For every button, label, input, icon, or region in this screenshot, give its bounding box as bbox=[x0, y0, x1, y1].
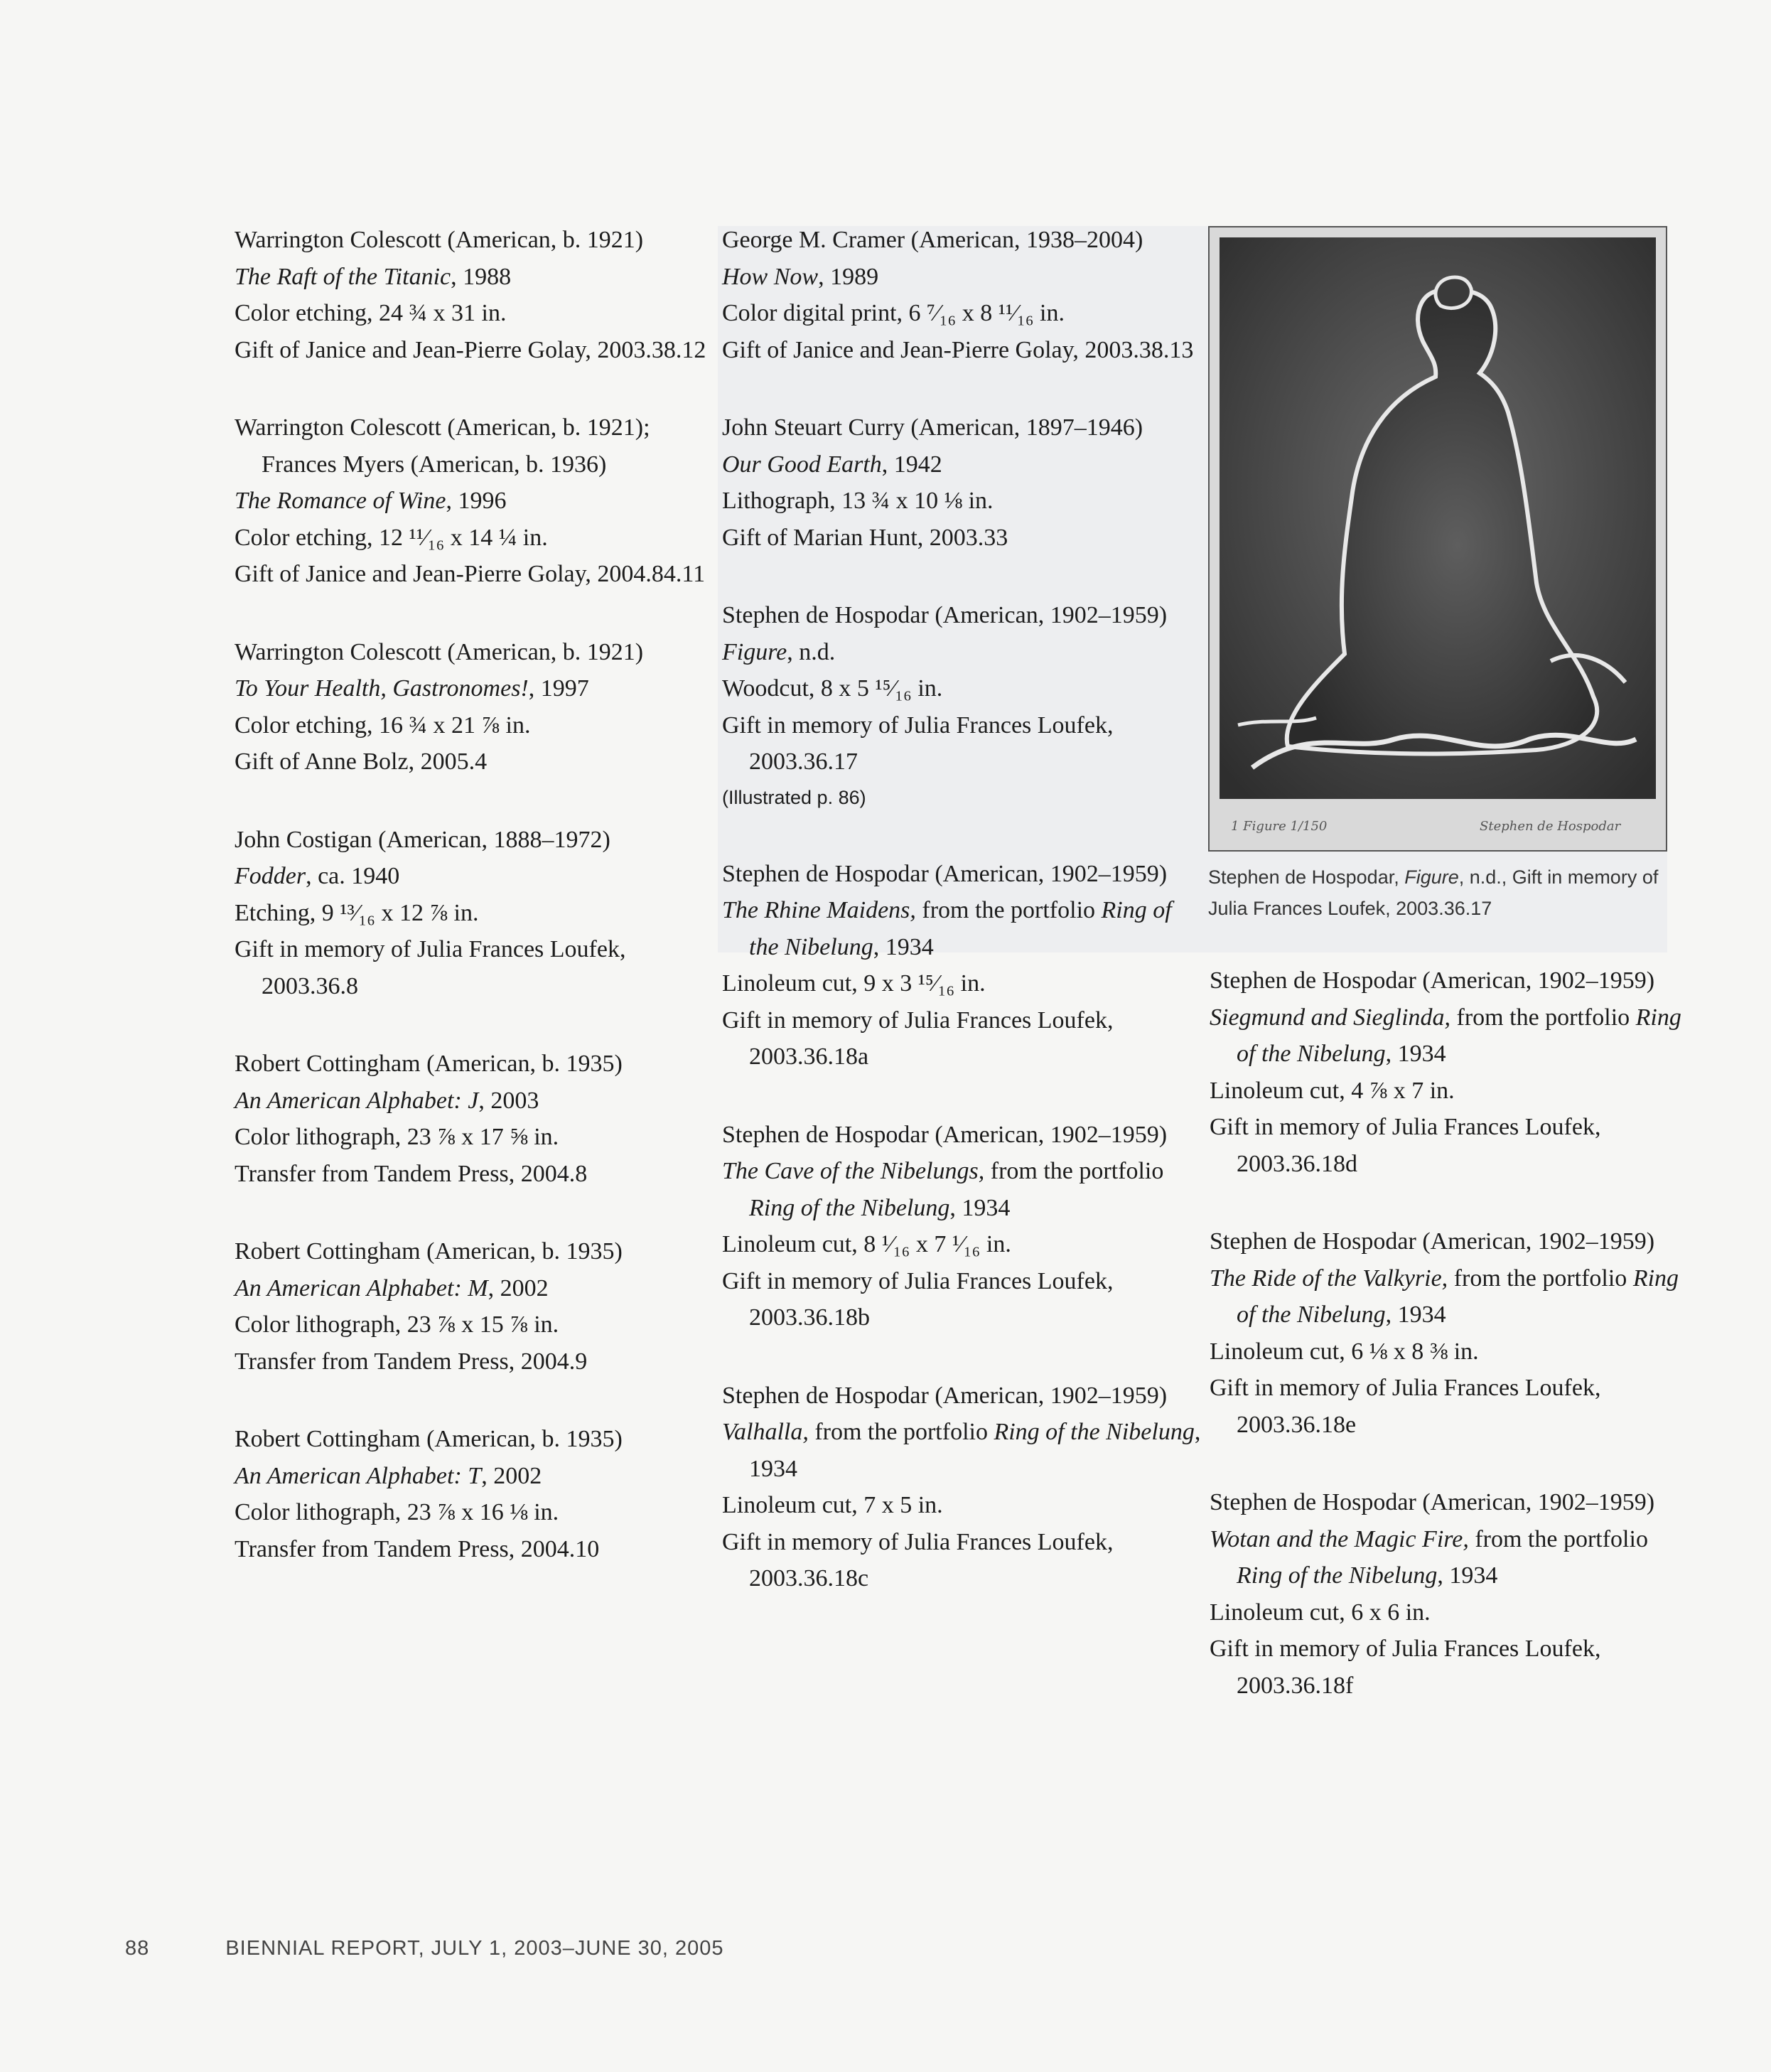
medium-line: Etching, 9 ¹³⁄₁₆ x 12 ⅞ in. bbox=[235, 899, 479, 926]
catalog-entry bbox=[722, 597, 1205, 815]
artwork-title: Valhalla, bbox=[722, 1419, 809, 1445]
medium-line: Woodcut, 8 x 5 ¹⁵⁄₁₆ in. bbox=[722, 675, 943, 702]
catalog-entry bbox=[1210, 1223, 1693, 1443]
credit-line: Gift in memory of Julia Frances Loufek, 2003.36.18b bbox=[722, 1267, 1114, 1331]
figure-illustration bbox=[1208, 226, 1667, 924]
figure-caption bbox=[1208, 861, 1667, 924]
title-suffix: , 1997 bbox=[528, 675, 589, 702]
artist-line: John Steuart Curry (American, 1897–1946) bbox=[722, 414, 1143, 441]
woodcut-figure-image bbox=[1208, 226, 1667, 852]
catalog-entry bbox=[235, 634, 718, 780]
title-suffix: from the portfolio bbox=[1468, 1525, 1648, 1552]
artist-line: Warrington Colescott (American, b. 1921); Frances Myers (American, b. 1936) bbox=[235, 414, 650, 478]
title-suffix: , ca. 1940 bbox=[306, 863, 400, 889]
credit-line: Gift in memory of Julia Frances Loufek, 2003.36.18d bbox=[1210, 1114, 1601, 1177]
caption-title: Figure bbox=[1404, 866, 1459, 888]
artwork-title: Wotan and the Magic Fire, bbox=[1210, 1525, 1469, 1552]
medium-line: Color etching, 24 ¾ x 31 in. bbox=[235, 300, 507, 326]
title-line bbox=[722, 1414, 1205, 1487]
catalog-entry bbox=[722, 409, 1205, 556]
portfolio-title: Ring of the Nibelung bbox=[1237, 1265, 1679, 1328]
artwork-title: The Cave of the Nibelungs, bbox=[722, 1158, 985, 1184]
artwork-title: The Raft of the Titanic bbox=[235, 263, 451, 290]
medium-line: Linoleum cut, 9 x 3 ¹⁵⁄₁₆ in. bbox=[722, 970, 986, 997]
title-line bbox=[235, 858, 718, 895]
title-line bbox=[1210, 1521, 1693, 1594]
artwork-title: To Your Health, Gastronomes! bbox=[235, 675, 529, 702]
catalog-entry bbox=[235, 822, 718, 1005]
credit-line: Gift in memory of Julia Frances Loufek, 2003.36.17 bbox=[722, 712, 1114, 775]
medium-line: Color lithograph, 23 ⅞ x 15 ⅞ in. bbox=[235, 1311, 559, 1338]
title-suffix: , n.d. bbox=[787, 638, 836, 665]
column-1 bbox=[235, 222, 718, 1609]
medium-line: Linoleum cut, 6 ⅛ x 8 ⅜ in. bbox=[1210, 1338, 1479, 1365]
artwork-title: Siegmund and Sieglinda, bbox=[1210, 1004, 1451, 1031]
artwork-title: The Ride of the Valkyrie, bbox=[1210, 1265, 1448, 1292]
credit-line: Gift of Anne Bolz, 2005.4 bbox=[235, 748, 488, 775]
caption-credit: , n.d., Gift in memory of Julia Frances Loufek, 2003.36.17 bbox=[1208, 866, 1659, 919]
medium-line: Lithograph, 13 ¾ x 10 ⅛ in. bbox=[722, 488, 994, 514]
artist-line: John Costigan (American, 1888–1972) bbox=[235, 826, 610, 853]
portfolio-title: Ring of the Nibelung bbox=[749, 1194, 950, 1221]
portfolio-date: , 1934 bbox=[1437, 1562, 1498, 1589]
catalog-entry bbox=[722, 222, 1205, 368]
artist-line: Stephen de Hospodar (American, 1902–1959) bbox=[722, 860, 1168, 887]
credit-line: Gift of Janice and Jean-Pierre Golay, 2003.38.12 bbox=[235, 336, 706, 363]
artist-line: Warrington Colescott (American, b. 1921) bbox=[235, 227, 644, 253]
title-suffix: , 1942 bbox=[881, 451, 942, 478]
medium-line: Color lithograph, 23 ⅞ x 16 ⅛ in. bbox=[235, 1499, 559, 1525]
catalog-entry bbox=[235, 409, 718, 593]
portfolio-title: Ring of the Nibelung bbox=[994, 1419, 1195, 1445]
title-line bbox=[235, 483, 718, 520]
page-footer bbox=[125, 1937, 724, 1960]
title-line bbox=[722, 1153, 1205, 1226]
artist-line: Warrington Colescott (American, b. 1921) bbox=[235, 638, 644, 665]
title-suffix: from the portfolio bbox=[984, 1158, 1164, 1184]
catalog-entry bbox=[235, 1421, 718, 1567]
artist-line: Robert Cottingham (American, b. 1935) bbox=[235, 1426, 623, 1452]
artist-line: Stephen de Hospodar (American, 1902–1959) bbox=[722, 1382, 1168, 1409]
artist-line: George M. Cramer (American, 1938–2004) bbox=[722, 227, 1143, 253]
artist-line: Stephen de Hospodar (American, 1902–1959) bbox=[1210, 1228, 1655, 1255]
portfolio-date: , 1934 bbox=[1385, 1301, 1446, 1328]
title-line bbox=[722, 446, 1205, 483]
credit-line: Gift in memory of Julia Frances Loufek, 2003.36.18a bbox=[722, 1007, 1114, 1070]
title-line bbox=[235, 1083, 718, 1120]
title-line bbox=[235, 1270, 718, 1307]
medium-line: Color etching, 12 ¹¹⁄₁₆ x 14 ¼ in. bbox=[235, 524, 548, 551]
artist-line: Stephen de Hospodar (American, 1902–1959) bbox=[1210, 1489, 1655, 1515]
catalog-entry bbox=[722, 1117, 1205, 1336]
title-suffix: from the portfolio bbox=[808, 1419, 994, 1445]
credit-line: Gift of Marian Hunt, 2003.33 bbox=[722, 524, 1008, 551]
portfolio-title: Ring of the Nibelung bbox=[749, 897, 1172, 960]
column-3 bbox=[1210, 962, 1693, 1745]
title-line bbox=[722, 892, 1205, 965]
pencil-edition: 1 Figure 1/150 bbox=[1231, 819, 1328, 834]
report-title: BIENNIAL REPORT, JULY 1, 2003–JUNE 30, 2005 bbox=[225, 1937, 724, 1960]
catalog-entry bbox=[235, 222, 718, 368]
seated-nude-woodcut bbox=[1210, 227, 1666, 850]
title-line bbox=[1210, 999, 1693, 1073]
credit-line: Transfer from Tandem Press, 2004.8 bbox=[235, 1160, 588, 1187]
column-2 bbox=[722, 222, 1205, 1638]
portfolio-date: , 1934 bbox=[1385, 1041, 1446, 1067]
artwork-title: An American Alphabet: J bbox=[235, 1087, 479, 1114]
credit-line: Gift in memory of Julia Frances Loufek, 2003.36.18f bbox=[1210, 1636, 1601, 1699]
artwork-title: The Rhine Maidens, bbox=[722, 897, 916, 923]
portfolio-title: Ring of the Nibelung bbox=[1237, 1004, 1681, 1067]
title-line bbox=[235, 1458, 718, 1495]
catalog-entry bbox=[722, 1378, 1205, 1597]
illustration-note: (Illustrated p. 86) bbox=[722, 786, 866, 808]
artist-line: Robert Cottingham (American, b. 1935) bbox=[235, 1238, 623, 1265]
portfolio-date: , 1934 bbox=[873, 933, 934, 960]
title-suffix: , 1988 bbox=[451, 263, 512, 290]
artwork-title: An American Alphabet: M bbox=[235, 1274, 488, 1301]
title-suffix: from the portfolio bbox=[915, 897, 1102, 923]
title-suffix: , 1996 bbox=[446, 488, 507, 514]
portfolio-date: , 1934 bbox=[949, 1194, 1011, 1221]
title-suffix: , 2002 bbox=[488, 1274, 549, 1301]
artwork-title: Fodder bbox=[235, 863, 306, 889]
title-suffix: from the portfolio bbox=[1448, 1265, 1633, 1292]
title-line bbox=[235, 259, 718, 296]
credit-line: Gift of Janice and Jean-Pierre Golay, 2003.38.13 bbox=[722, 336, 1194, 363]
title-line bbox=[722, 259, 1205, 296]
title-line bbox=[235, 670, 718, 707]
artwork-title: How Now bbox=[722, 263, 819, 290]
title-suffix: , 2003 bbox=[478, 1087, 539, 1114]
title-suffix: , 2002 bbox=[481, 1462, 542, 1489]
credit-line: Gift in memory of Julia Frances Loufek, 2003.36.18e bbox=[1210, 1375, 1601, 1438]
catalog-entry bbox=[1210, 1484, 1693, 1704]
artwork-title: Figure bbox=[722, 638, 787, 665]
catalog-entry bbox=[235, 1233, 718, 1380]
pencil-signature: Stephen de Hospodar bbox=[1480, 819, 1621, 834]
title-line bbox=[722, 634, 1205, 671]
medium-line: Linoleum cut, 4 ⅞ x 7 in. bbox=[1210, 1077, 1455, 1104]
catalog-entry bbox=[722, 856, 1205, 1075]
artist-line: Stephen de Hospodar (American, 1902–1959) bbox=[722, 1121, 1168, 1148]
portfolio-date: , 1934 bbox=[749, 1419, 1201, 1482]
medium-line: Color etching, 16 ¾ x 21 ⅞ in. bbox=[235, 712, 531, 739]
artist-line: Stephen de Hospodar (American, 1902–1959) bbox=[1210, 967, 1655, 994]
medium-line: Linoleum cut, 6 x 6 in. bbox=[1210, 1599, 1431, 1626]
catalog-entry bbox=[1210, 962, 1693, 1182]
credit-line: Transfer from Tandem Press, 2004.9 bbox=[235, 1348, 588, 1375]
page-number: 88 bbox=[125, 1937, 150, 1960]
artwork-title: An American Alphabet: T bbox=[235, 1462, 482, 1489]
catalog-entry bbox=[235, 1046, 718, 1192]
credit-line: Gift of Janice and Jean-Pierre Golay, 2004.84.11 bbox=[235, 561, 706, 587]
title-suffix: from the portfolio bbox=[1450, 1004, 1636, 1031]
portfolio-title: Ring of the Nibelung bbox=[1237, 1562, 1438, 1589]
medium-line: Linoleum cut, 8 ¹⁄₁₆ x 7 ¹⁄₁₆ in. bbox=[722, 1231, 1011, 1257]
artist-line: Stephen de Hospodar (American, 1902–1959) bbox=[722, 602, 1168, 628]
medium-line: Color lithograph, 23 ⅞ x 17 ⅝ in. bbox=[235, 1124, 559, 1150]
credit-line: Transfer from Tandem Press, 2004.10 bbox=[235, 1535, 600, 1562]
credit-line: Gift in memory of Julia Frances Loufek, 2003.36.8 bbox=[235, 936, 626, 999]
artwork-title: Our Good Earth bbox=[722, 451, 882, 478]
credit-line: Gift in memory of Julia Frances Loufek, 2003.36.18c bbox=[722, 1528, 1114, 1591]
caption-artist: Stephen de Hospodar, bbox=[1208, 866, 1405, 888]
artist-line: Robert Cottingham (American, b. 1935) bbox=[235, 1051, 623, 1077]
title-line bbox=[1210, 1260, 1693, 1333]
medium-line: Color digital print, 6 ⁷⁄₁₆ x 8 ¹¹⁄₁₆ in. bbox=[722, 300, 1065, 326]
artwork-title: The Romance of Wine bbox=[235, 488, 446, 514]
medium-line: Linoleum cut, 7 x 5 in. bbox=[722, 1492, 943, 1518]
title-suffix: , 1989 bbox=[818, 263, 879, 290]
